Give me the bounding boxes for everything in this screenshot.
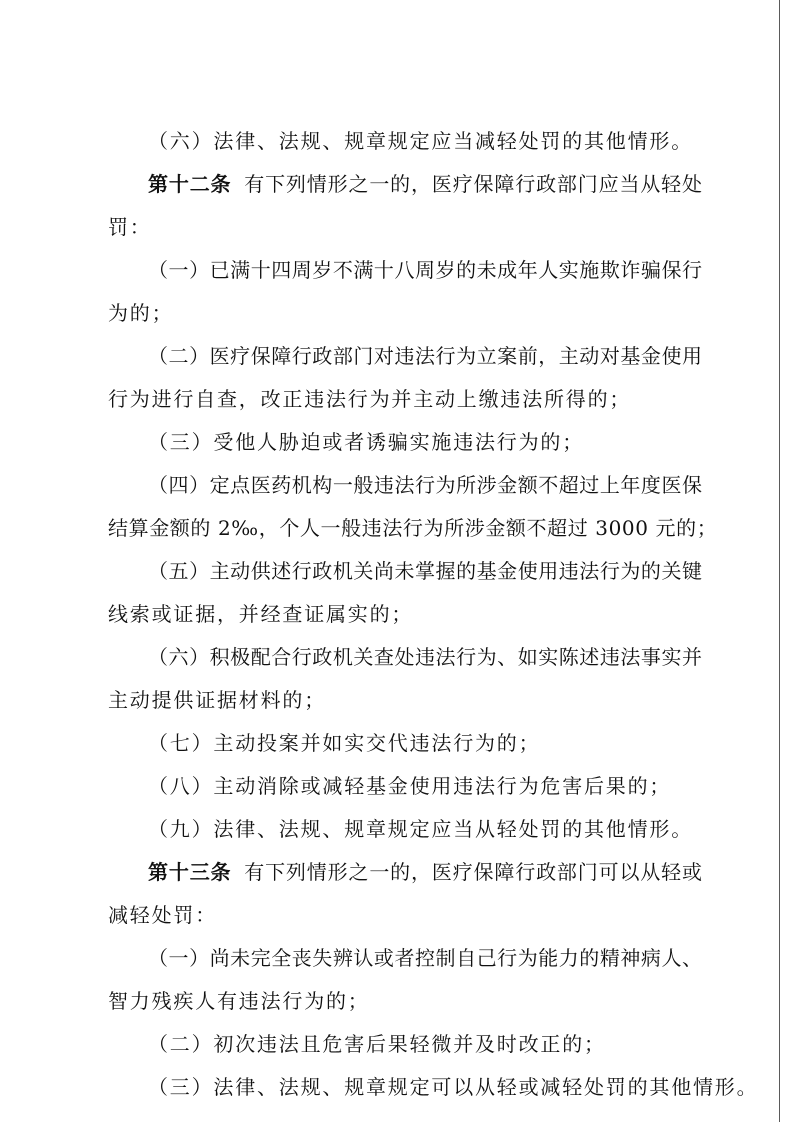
article-12-intro-line1: 有下列情形之一的，医疗保障行政部门应当从轻处 bbox=[243, 172, 703, 196]
article-12-intro bbox=[148, 172, 702, 196]
article-12-item-5-line2: 线索或证据，并经查证属实的； bbox=[108, 602, 414, 626]
article-12-item-6-line2: 主动提供证据材料的； bbox=[108, 688, 326, 712]
article-12-item-1-line1: （一）已满十四周岁不满十八周岁的未成年人实施欺诈骗保行 bbox=[148, 258, 702, 282]
article-12-item-2-line1: （二）医疗保障行政部门对违法行为立案前，主动对基金使用 bbox=[148, 344, 702, 368]
article-13-heading: 第十三条 bbox=[148, 860, 232, 884]
article-13-intro-line2: 减轻处罚： bbox=[108, 903, 217, 927]
article-12-item-7: （七）主动投案并如实交代违法行为的； bbox=[148, 731, 541, 755]
article-12-item-8: （八）主动消除或减轻基金使用违法行为危害后果的； bbox=[148, 774, 672, 798]
paragraph-line: （六）法律、法规、规章规定应当减轻处罚的其他情形。 bbox=[148, 129, 693, 153]
article-13-item-2: （二）初次违法且危害后果轻微并及时改正的； bbox=[148, 1032, 606, 1056]
article-13-item-1-line1: （一）尚未完全丧失辨认或者控制自己行为能力的精神病人、 bbox=[148, 946, 702, 970]
article-12-item-4-line2: 结算金额的 2‰，个人一般违法行为所涉金额不超过 3000 元的； bbox=[108, 516, 718, 540]
article-13-item-1-line2: 智力残疾人有违法行为的； bbox=[108, 989, 370, 1013]
article-12-item-2-line2: 行为进行自查，改正违法行为并主动上缴违法所得的； bbox=[108, 387, 632, 411]
scan-edge-line bbox=[779, 0, 780, 1122]
article-12-heading: 第十二条 bbox=[148, 172, 232, 196]
article-12-item-1-line2: 为的； bbox=[108, 301, 174, 325]
article-12-item-5-line1: （五）主动供述行政机关尚未掌握的基金使用违法行为的关键 bbox=[148, 559, 702, 583]
article-13-item-3: （三）法律、法规、规章规定可以从轻或减轻处罚的其他情形。 bbox=[148, 1075, 759, 1099]
article-12-item-6-line1: （六）积极配合行政机关查处违法行为、如实陈述违法事实并 bbox=[148, 645, 702, 669]
article-13-intro bbox=[148, 860, 702, 884]
article-12-item-3: （三）受他人胁迫或者诱骗实施违法行为的； bbox=[148, 430, 584, 454]
article-12-item-4-line1: （四）定点医药机构一般违法行为所涉金额不超过上年度医保 bbox=[148, 473, 702, 497]
article-12-item-9: （九）法律、法规、规章规定应当从轻处罚的其他情形。 bbox=[148, 817, 693, 841]
article-13-intro-line1: 有下列情形之一的，医疗保障行政部门可以从轻或 bbox=[243, 860, 703, 884]
article-12-intro-line2: 罚： bbox=[108, 215, 152, 239]
